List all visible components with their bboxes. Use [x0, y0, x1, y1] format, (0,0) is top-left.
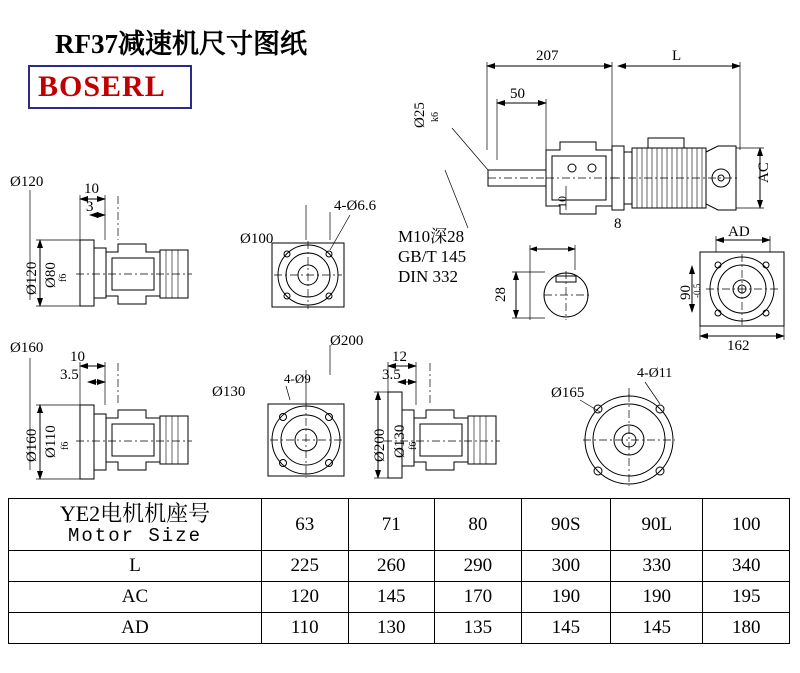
viewb-pilot: Ø110 — [43, 425, 59, 458]
viewc-flange: Ø200 — [330, 333, 364, 349]
viewb-pilot-sub: f6 — [60, 441, 71, 450]
std-din: DIN 332 — [398, 267, 458, 286]
dim-28: 28 — [493, 287, 509, 302]
dim-8: 8 — [614, 216, 622, 232]
cell-AC-71: 145 — [348, 582, 435, 613]
row-label-L: L — [9, 551, 262, 582]
viewa-10: 10 — [84, 181, 99, 197]
logo-text: BOSERL — [38, 70, 166, 103]
cell-L-90S: 300 — [521, 551, 611, 582]
dim-207: 207 — [536, 48, 559, 64]
cell-L-100: 340 — [703, 551, 790, 582]
row-label-AC: AC — [9, 582, 262, 613]
viewb-flange: Ø160 — [10, 340, 44, 356]
table-header-label: YE2电机机座号 Motor Size — [9, 499, 262, 551]
cell-AC-90L: 190 — [611, 582, 703, 613]
col-head-3: 80 — [435, 499, 522, 551]
cell-AD-63: 110 — [262, 613, 349, 644]
viewa-flange: Ø120 — [10, 174, 44, 190]
cell-AD-90L: 145 — [611, 613, 703, 644]
dim-AD: AD — [728, 224, 750, 240]
cell-AC-90S: 190 — [521, 582, 611, 613]
col-head-2: 71 — [348, 499, 435, 551]
viewa-pcd: Ø100 — [240, 231, 274, 247]
viewb-bolt-circle: Ø160 — [24, 428, 40, 462]
cell-AC-100: 195 — [703, 582, 790, 613]
thread-spec: M10深28 — [398, 227, 465, 246]
cell-L-63: 225 — [262, 551, 349, 582]
table-row — [9, 613, 790, 644]
viewc-12: 12 — [392, 349, 407, 365]
dim-162: 162 — [727, 338, 750, 354]
std-gbt: GB/T 145 — [398, 247, 467, 266]
viewc-35: 3.5 — [382, 367, 401, 383]
viewb-pcd: Ø130 — [212, 384, 246, 400]
viewa-3: 3 — [86, 199, 94, 215]
col-head-5: 90L — [611, 499, 703, 551]
viewa-pilot: Ø80 — [43, 262, 59, 288]
table-row — [9, 582, 790, 613]
page-title: RF37减速机尺寸图纸 — [55, 29, 307, 59]
viewa-bolt-circle: Ø120 — [24, 261, 40, 295]
viewa-pilot-sub: f6 — [58, 273, 69, 282]
viewc-pilot-sub: f6 — [408, 441, 419, 450]
viewb-holes: 4-Ø9 — [284, 371, 311, 386]
dim-shaft-d: Ø25 — [412, 102, 428, 128]
cell-AD-90S: 145 — [521, 613, 611, 644]
cell-AC-63: 120 — [262, 582, 349, 613]
dim-10-main: 10 — [555, 196, 569, 208]
table-row — [9, 551, 790, 582]
viewb-35: 3.5 — [60, 367, 79, 383]
cell-L-80: 290 — [435, 551, 522, 582]
dim-L: L — [672, 48, 682, 64]
table-header-row — [9, 499, 790, 551]
cell-L-71: 260 — [348, 551, 435, 582]
cell-AC-80: 170 — [435, 582, 522, 613]
col-head-6: 100 — [703, 499, 790, 551]
viewc-pilot: Ø130 — [392, 424, 408, 458]
viewc-pcd: Ø165 — [551, 385, 585, 401]
viewb-10: 10 — [70, 349, 85, 365]
row-label-AD: AD — [9, 613, 262, 644]
col-head-1: 63 — [262, 499, 349, 551]
viewc-holes: 4-Ø11 — [637, 366, 673, 381]
dim-AC: AC — [756, 162, 772, 183]
dim-90: 90 — [678, 285, 694, 300]
dim-50: 50 — [510, 86, 525, 102]
viewc-bolt-circle: Ø200 — [372, 428, 388, 462]
dim-90-sub: -0.5 — [692, 283, 702, 298]
dim-shaft-d-sub: k6 — [430, 112, 441, 122]
col-head-4: 90S — [521, 499, 611, 551]
cell-L-90L: 330 — [611, 551, 703, 582]
viewa-holes: 4-Ø6.6 — [334, 198, 377, 214]
cell-AD-100: 180 — [703, 613, 790, 644]
dimension-table — [8, 498, 790, 644]
cell-AD-80: 135 — [435, 613, 522, 644]
cell-AD-71: 130 — [348, 613, 435, 644]
